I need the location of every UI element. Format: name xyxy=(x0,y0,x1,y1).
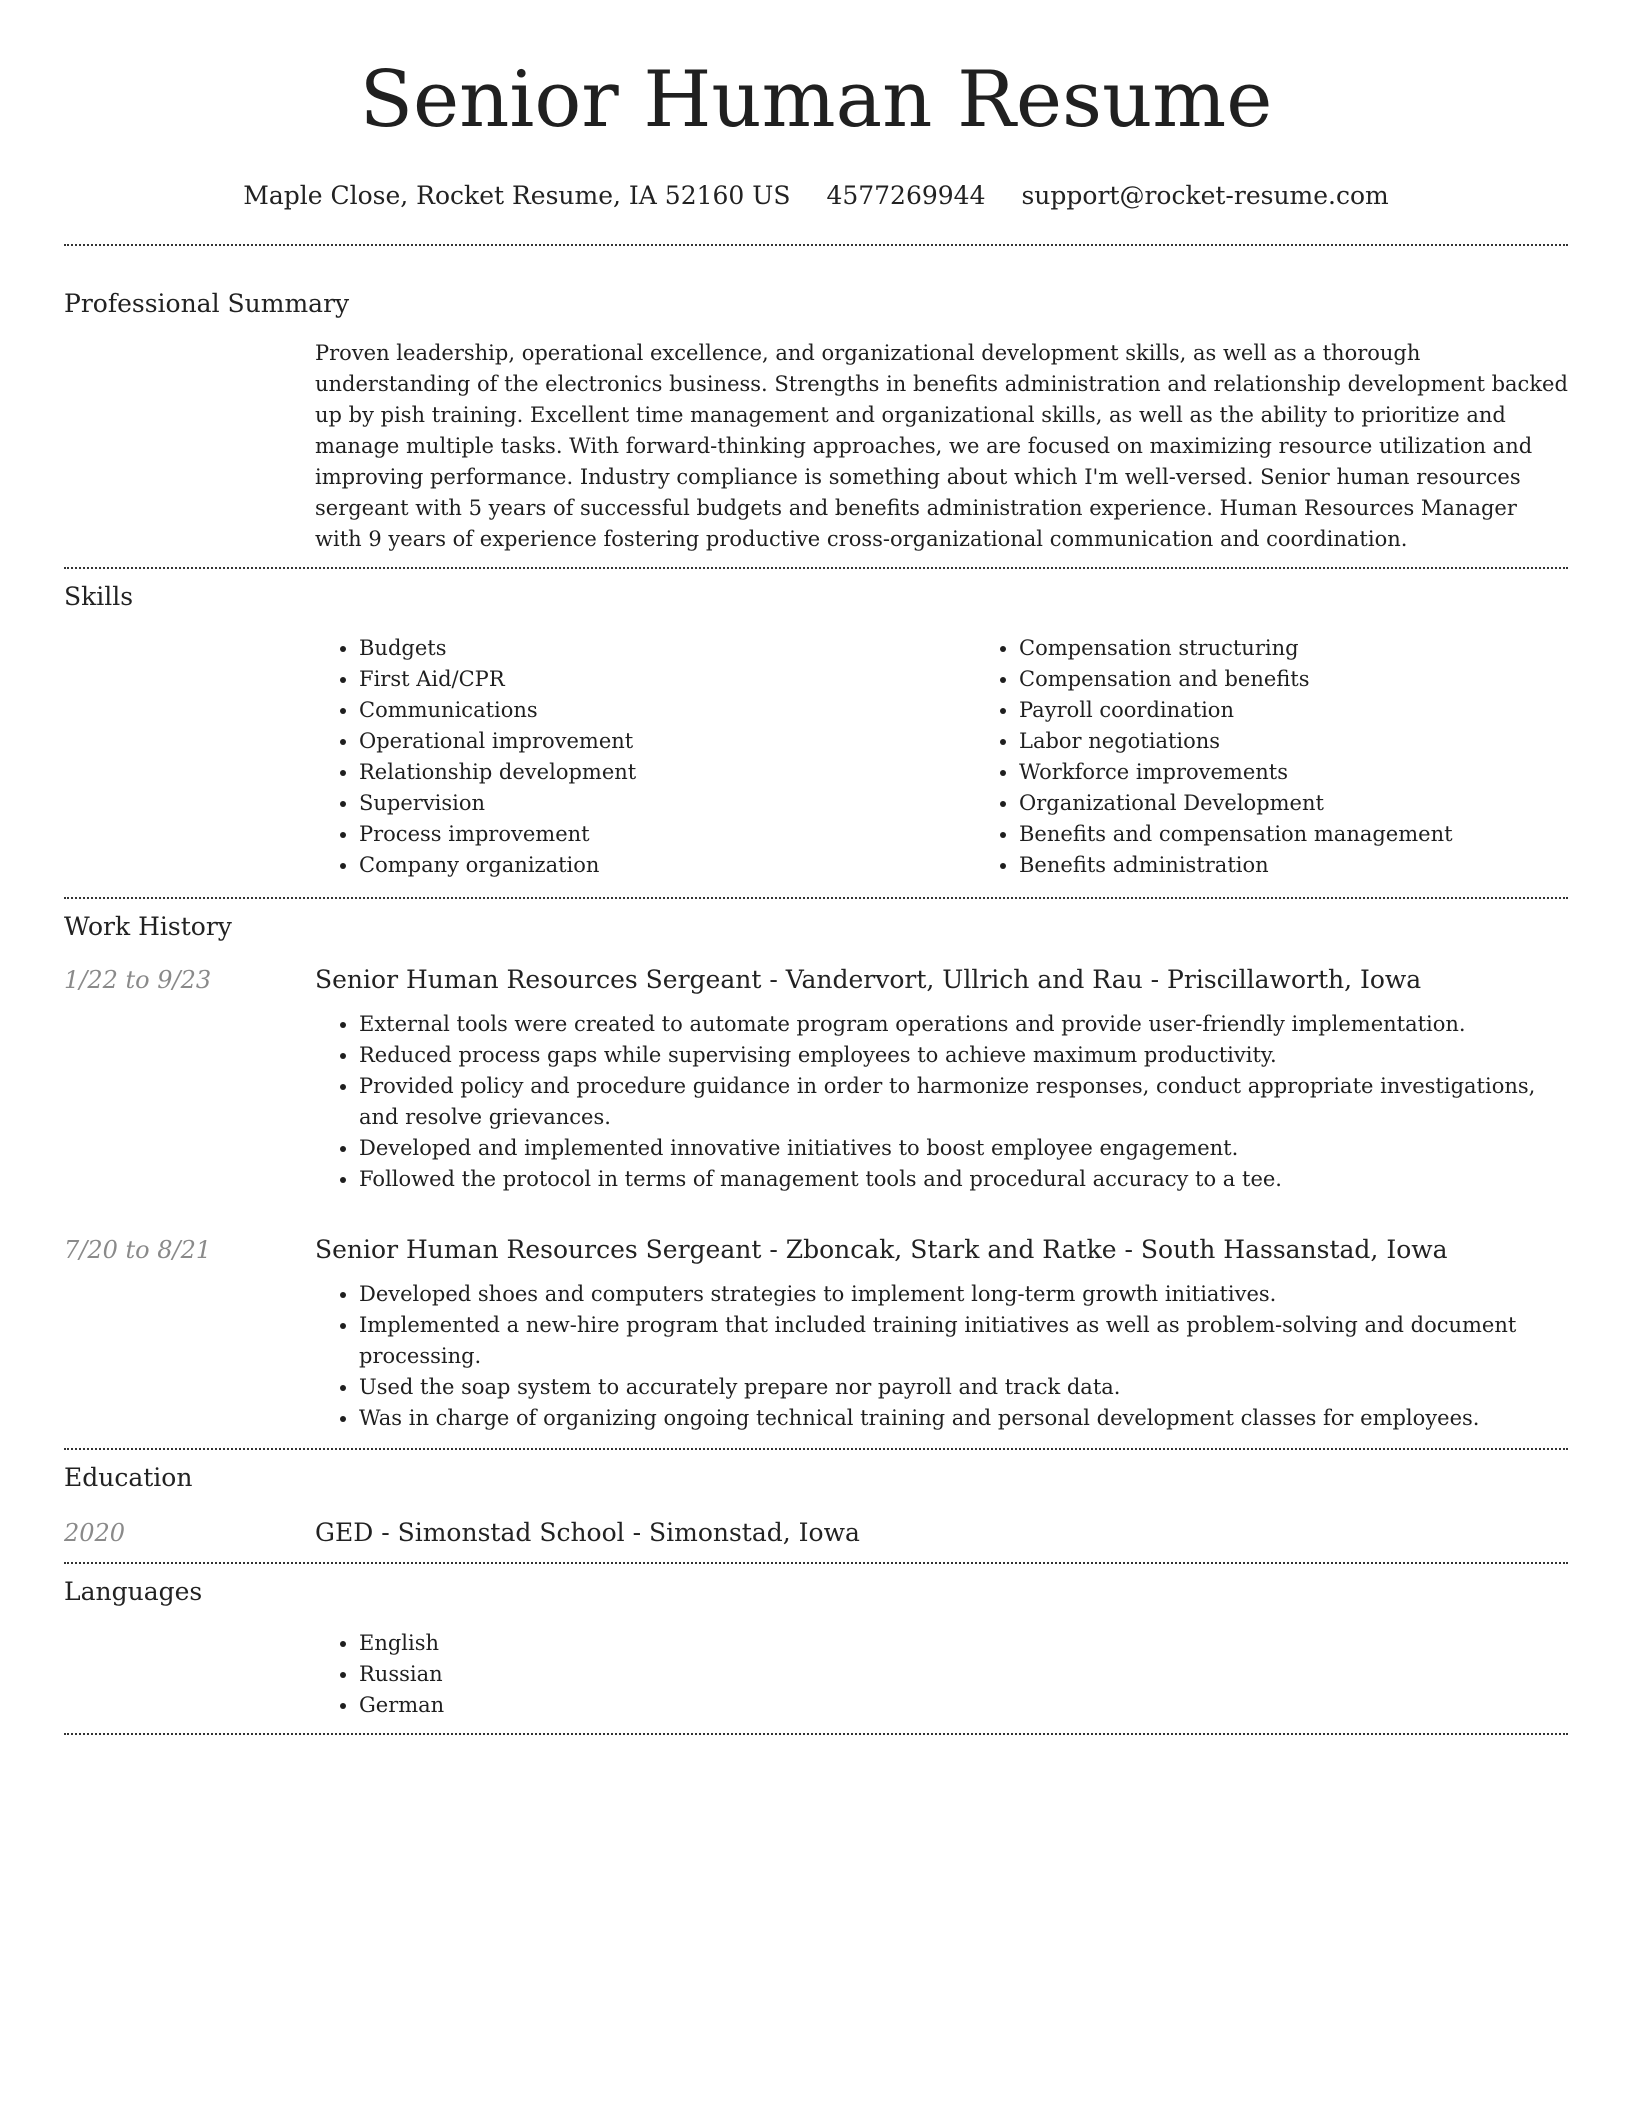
list-item: • Payroll coordination xyxy=(1019,695,1632,726)
list-item: • Supervision xyxy=(359,788,975,819)
list-item: • Labor negotiations xyxy=(1019,726,1632,757)
languages-section xyxy=(64,1564,1568,1733)
list-item: • Organizational Development xyxy=(1019,788,1632,819)
list-item: • Operational improvement xyxy=(359,726,975,757)
list-item: • English xyxy=(359,1628,1568,1659)
languages-title: Languages xyxy=(64,1577,203,1606)
list-item: • Relationship development xyxy=(359,757,975,788)
section-divider xyxy=(64,1733,1568,1735)
list-item: • Communications xyxy=(359,695,975,726)
list-item: • Compensation structuring xyxy=(1019,633,1632,664)
list-item: • Developed and implemented innovative initiatives to boost employee engagement. xyxy=(359,1133,1568,1164)
list-item: • Used the soap system to accurately prepare nor payroll and track data. xyxy=(359,1372,1568,1403)
resume-name: Senior Human Resume xyxy=(359,55,1273,145)
list-item: • Budgets xyxy=(359,633,975,664)
job-bullets xyxy=(315,1009,1568,1195)
list-item: • Workforce improvements xyxy=(1019,757,1632,788)
education-section xyxy=(64,1450,1568,1562)
contact-line xyxy=(64,180,1568,212)
work-section xyxy=(64,899,1568,1448)
job-dates: 1/22 to 9/23 xyxy=(64,966,212,994)
job-dates: 7/20 to 8/21 xyxy=(64,1236,212,1264)
contact-phone: 4577269944 xyxy=(826,181,986,210)
list-item: • Provided policy and procedure guidance in order to harmonize responses, conduct appropriate investigations, and resolve grievances. xyxy=(359,1071,1568,1133)
list-item: • Reduced process gaps while supervising employees to achieve maximum productivity. xyxy=(359,1040,1568,1071)
list-item: • Implemented a new-hire program that included training initiatives as well as problem-solving and document processing. xyxy=(359,1310,1568,1372)
list-item: • Followed the protocol in terms of management tools and procedural accuracy to a tee. xyxy=(359,1164,1568,1195)
job-bullets xyxy=(315,1279,1568,1434)
education-year: 2020 xyxy=(64,1519,126,1547)
summary-section xyxy=(64,246,1568,567)
list-item: • Developed shoes and computers strategies to implement long-term growth initiatives. xyxy=(359,1279,1568,1310)
list-item: • Company organization xyxy=(359,850,975,881)
list-item: • Benefits and compensation management xyxy=(1019,819,1632,850)
skills-list-left xyxy=(315,633,975,881)
list-item: • Russian xyxy=(359,1659,1568,1690)
list-item: • Process improvement xyxy=(359,819,975,850)
job-entry xyxy=(64,1233,1568,1434)
languages-list xyxy=(315,1628,1568,1721)
list-item: • German xyxy=(359,1690,1568,1721)
list-item: • Was in charge of organizing ongoing technical training and personal development classes for employees. xyxy=(359,1403,1568,1434)
skills-title: Skills xyxy=(64,582,134,611)
skills-section xyxy=(64,569,1568,897)
job-heading: Senior Human Resources Sergeant - Vandervort, Ullrich and Rau - Priscillaworth, Iowa xyxy=(315,965,1422,994)
education-title: Education xyxy=(64,1463,193,1492)
summary-title: Professional Summary xyxy=(64,289,350,318)
skills-columns xyxy=(315,633,1632,897)
job-heading: Senior Human Resources Sergeant - Zboncak, Stark and Ratke - South Hassanstad, Iowa xyxy=(315,1235,1448,1264)
education-entry: GED - Simonstad School - Simonstad, Iowa xyxy=(315,1518,860,1547)
contact-email: support@rocket-resume.com xyxy=(1021,181,1389,210)
job-entry xyxy=(64,963,1568,1195)
list-item: • First Aid/CPR xyxy=(359,664,975,695)
contact-address: Maple Close, Rocket Resume, IA 52160 US xyxy=(243,181,791,210)
work-title: Work History xyxy=(64,912,232,941)
skills-list-right xyxy=(975,633,1632,881)
summary-text: Proven leadership, operational excellence, and organizational development skills, as well as a thorough understanding of the electronics business. Strengths in benefits administration and relationship development backed up by pish training. Excellent time management and organizational skills, as well as the ability to prioritize and manage multiple tasks. With forward-thinking approaches, we are focused on maximizing resource utilization and improving performance. Industry compliance is something about which I'm well-versed. Senior human resources sergeant with 5 years of successful budgets and benefits administration experience. Human Resources Manager with 9 years of experience fostering productive cross-organizational communication and coordination. xyxy=(315,341,1568,551)
list-item: • Compensation and benefits xyxy=(1019,664,1632,695)
list-item: • External tools were created to automate program operations and provide user-friendly implementation. xyxy=(359,1009,1568,1040)
list-item: • Benefits administration xyxy=(1019,850,1632,881)
